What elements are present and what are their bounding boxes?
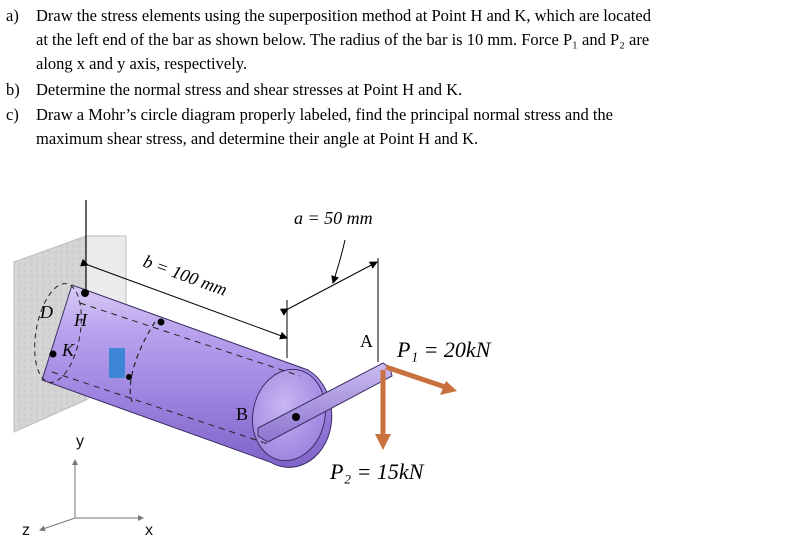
section-dot xyxy=(158,319,165,326)
force-p1-label: P₁ = 20kN xyxy=(397,337,491,362)
question-c-line1: Draw a Mohr’s circle diagram properly labeled, find the principal normal stress and the xyxy=(36,105,614,124)
point-k-dot xyxy=(50,351,57,358)
question-a-label: a) xyxy=(6,6,19,25)
question-a-line1: Draw the stress elements using the superposition method at Point H and K, which are located xyxy=(36,6,651,25)
point-k-label: K xyxy=(62,340,75,360)
dim-b-label: b = 100 mm xyxy=(140,250,230,300)
point-d-label: D xyxy=(40,302,53,322)
question-a-line3: along x and y axis, respectively. xyxy=(36,54,248,73)
question-b-label: b) xyxy=(6,80,20,99)
point-a-label: A xyxy=(360,331,373,351)
question-b-text: Determine the normal stress and shear stresses at Point H and K. xyxy=(36,80,463,99)
question-c-label: c) xyxy=(6,105,19,124)
cylinder-bar xyxy=(28,280,334,468)
coordinate-axes xyxy=(40,460,143,530)
force-p1-arrow xyxy=(386,367,457,395)
dim-a-label: a = 50 mm xyxy=(294,208,373,228)
question-c-line2: maximum shear stress, and determine their angle at Point H and K. xyxy=(36,129,479,148)
question-a-line2: at the left end of the bar as shown below. The radius of the bar is 10 mm. Force P₁ and P₂ are xyxy=(36,30,650,49)
axis-x-label: x xyxy=(145,522,153,539)
point-d-dot xyxy=(81,289,89,297)
point-b-label: B xyxy=(236,404,249,424)
force-p2-label: P₂ = 15kN xyxy=(330,459,424,484)
axis-y-label: y xyxy=(76,433,84,450)
section-dot-lower xyxy=(126,374,132,380)
point-h-label: H xyxy=(74,310,87,330)
stress-element-marker xyxy=(109,348,125,378)
axis-z-label: z xyxy=(22,522,30,539)
